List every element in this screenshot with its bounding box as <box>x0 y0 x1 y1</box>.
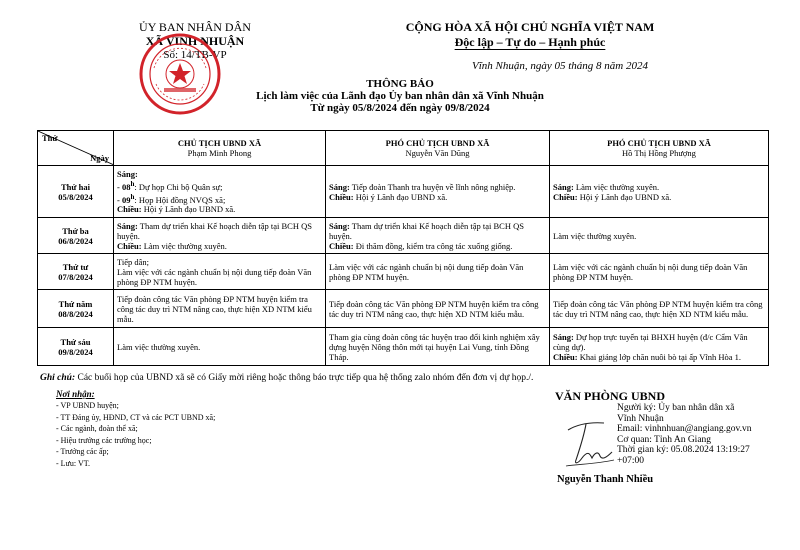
column-title: CHỦ TỊCH UBND XÃ <box>177 138 262 148</box>
item-text: Tiếp đoàn Thanh tra huyện về lĩnh nông nghiệp. <box>349 181 516 192</box>
schedule-cell <box>550 218 769 254</box>
column-title: PHÓ CHỦ TỊCH UBND XÃ <box>607 138 711 148</box>
afternoon-item <box>117 241 322 251</box>
signer-email: Email: vinhnhuan@angiang.gov.vn <box>617 424 752 434</box>
afternoon-item <box>553 192 765 202</box>
column-person: Hồ Thị Hồng Phượng <box>622 148 696 158</box>
day-label: Thứ sáu <box>60 336 91 347</box>
signer-agency: Cơ quan: Tỉnh An Giang <box>617 434 712 445</box>
item-text: Đi thăm đồng, kiểm tra công tác xuống giống. <box>353 240 513 251</box>
table-row <box>38 254 769 290</box>
day-cell <box>38 218 114 254</box>
schedule-item <box>117 192 322 205</box>
notice-subject: Lịch làm việc của Lãnh đạo Ủy ban nhân dân xã Vĩnh Nhuận <box>256 90 544 102</box>
afternoon-item <box>117 204 322 214</box>
afternoon-item <box>329 192 546 202</box>
item-time: - 09 <box>117 194 131 205</box>
item-text: Làm việc với các ngành chuẩn bị nội dung tiếp đoàn Văn phòng ĐP NTM huyện. <box>553 261 748 282</box>
schedule-cell <box>550 166 769 218</box>
day-label: Thứ hai <box>61 181 90 192</box>
signer-line: Người ký: Ủy ban nhân dân xã <box>617 403 735 413</box>
column-header-chairman <box>114 131 326 166</box>
list-item: - Lưu: VT. <box>56 458 91 468</box>
day-cell <box>38 254 114 290</box>
list-item: - TT Đảng ủy, HĐND, CT và các PCT UBND xã; <box>56 412 216 422</box>
morning-label: Sáng: <box>553 331 574 342</box>
item-text: Làm việc thường xuyên. <box>573 181 660 192</box>
signing-time: Thời gian ký: 05.08.2024 13:19:27 <box>617 445 750 455</box>
afternoon-label: Chiều: <box>553 351 578 362</box>
item-text: Hội ý Lãnh đạo UBND xã. <box>141 204 236 215</box>
day-label: Thứ ba <box>62 225 89 236</box>
morning-label: Sáng: <box>117 220 138 231</box>
column-header-vice-chairman-1 <box>326 131 550 166</box>
morning-item <box>329 221 546 241</box>
item-time: - 08 <box>117 181 131 192</box>
note-line <box>40 373 533 383</box>
table-row <box>38 290 769 328</box>
schedule-cell <box>550 254 769 290</box>
handwritten-signature-icon <box>560 414 620 472</box>
signer-name: Nguyễn Thanh Nhiều <box>557 474 654 485</box>
schedule-cell <box>114 328 326 366</box>
issuer-line2: XÃ VĨNH NHUẬN <box>145 34 245 48</box>
afternoon-item <box>329 241 546 251</box>
item-text: Làm việc với các ngành chuẩn bị nội dung tiếp đoàn Văn phòng ĐP NTM huyện. <box>117 266 312 287</box>
recipients-list <box>56 400 215 469</box>
issuer-line1: ỦY BAN NHÂN DÂN <box>139 20 251 34</box>
item-text: Tham gia cùng đoàn công tác huyện trao đổi kinh nghiệm xây dựng huyện Nông thôn mới tại huyện Lai Vung, tỉnh Đồng Tháp. <box>329 331 540 362</box>
item-text: Làm việc thường xuyên. <box>117 341 201 352</box>
morning-label: Sáng: <box>329 181 350 192</box>
afternoon-item <box>553 352 765 362</box>
item-text: Hội ý Lãnh đạo UBND xã. <box>353 191 448 202</box>
afternoon-label: Chiều: <box>329 191 354 202</box>
schedule-cell <box>326 254 550 290</box>
item-text: Tiếp đoàn công tác Văn phòng ĐP NTM huyện kiểm tra công tác duy trì NTM nâng cao, thực hiện XD NTM kiểu mẫu. <box>117 293 312 324</box>
notice-period: Từ ngày 05/8/2024 đến ngày 09/8/2024 <box>310 102 490 114</box>
list-item: - Trưởng các ấp; <box>56 447 109 456</box>
morning-item <box>553 332 765 352</box>
day-cell <box>38 328 114 366</box>
date-label: 09/8/2024 <box>58 346 93 357</box>
item-text: Tham dự triển khai Kế hoạch diễn tập tại BCH QS huyện. <box>117 220 312 241</box>
item-text: Tham dự triển khai Kế hoạch diễn tập tại BCH QS huyện. <box>329 220 524 241</box>
notice-title-block <box>200 78 600 114</box>
nation-title: CỘNG HÒA XÃ HỘI CHỦ NGHĨA VIỆT NAM <box>405 20 655 34</box>
list-item: - Các ngành, đoàn thể xã; <box>56 424 138 433</box>
table-header-row <box>38 131 769 166</box>
item-text: Tiếp dân; <box>117 256 150 267</box>
schedule-cell <box>114 254 326 290</box>
place-and-date: Vĩnh Nhuận, ngày 05 tháng 8 năm 2024 <box>472 60 648 72</box>
table-row <box>38 166 769 218</box>
day-cell <box>38 290 114 328</box>
schedule-cell <box>550 328 769 366</box>
item-time-unit: h <box>130 192 135 201</box>
item-text: Làm việc với các ngành chuẩn bị nội dung tiếp đoàn Văn phòng ĐP NTM huyện. <box>329 261 524 282</box>
item-time-unit: h <box>130 179 135 188</box>
date-label: 06/8/2024 <box>58 235 93 246</box>
signing-office: VĂN PHÒNG UBND <box>555 389 665 403</box>
note-label: Ghi chú: <box>40 373 76 383</box>
table-row <box>38 218 769 254</box>
day-cell <box>38 166 114 218</box>
schedule-cell <box>114 290 326 328</box>
item-text: Dự họp trực tuyến tại BHXH huyện (đ/c Cẩm Vân cùng dự). <box>553 331 748 352</box>
schedule-cell <box>114 166 326 218</box>
corner-label-date: Ngày <box>90 153 109 163</box>
notice-type: THÔNG BÁO <box>366 78 434 90</box>
corner-label-day: Thứ <box>42 133 58 143</box>
list-item: - Hiệu trưởng các trường học; <box>56 435 152 445</box>
national-motto: Độc lập – Tự do – Hạnh phúc <box>454 35 606 49</box>
morning-label: Sáng: <box>329 220 350 231</box>
afternoon-label: Chiều: <box>553 191 578 202</box>
item-text: : Dự họp Chi bộ Quân sự; <box>134 181 223 192</box>
list-item: - VP UBND huyện; <box>56 401 119 410</box>
item-text: Hội ý Lãnh đạo UBND xã. <box>577 191 672 202</box>
signer-line: Vĩnh Nhuận <box>617 413 664 424</box>
morning-label: Sáng: <box>553 181 574 192</box>
date-label: 08/8/2024 <box>58 308 93 319</box>
schedule-cell <box>326 290 550 328</box>
item-text: Khai giảng lớp chăn nuôi bò tại ấp Vĩnh Hòa 1. <box>577 351 742 362</box>
recipients-title: Nơi nhận: <box>56 389 95 399</box>
morning-item <box>553 182 765 192</box>
date-label: 05/8/2024 <box>58 191 93 202</box>
signing-time-offset: +07:00 <box>617 455 644 466</box>
column-title: PHÓ CHỦ TỊCH UBND XÃ <box>385 138 490 148</box>
item-text: Tiếp đoàn công tác Văn phòng ĐP NTM huyện kiểm tra công tác duy trì NTM nâng cao, thực hiện XD NTM kiểu mẫu. <box>329 298 539 319</box>
schedule-cell <box>550 290 769 328</box>
afternoon-label: Chiều: <box>117 204 142 215</box>
schedule-cell <box>326 166 550 218</box>
afternoon-label: Chiều: <box>329 240 354 251</box>
note-text: Các buổi họp của UBND xã sẽ có Giấy mời riêng hoặc thông báo trực tiếp qua hệ thống zalo nhóm đến đơn vị dự họp./. <box>75 373 534 383</box>
column-person: Nguyễn Văn Dũng <box>405 148 470 158</box>
afternoon-label: Chiều: <box>117 240 142 251</box>
day-label: Thứ tư <box>62 261 89 272</box>
table-corner-cell <box>38 131 114 166</box>
schedule-table <box>37 130 769 366</box>
item-text: Làm việc thường xuyên. <box>141 240 227 251</box>
item-text: Tiếp đoàn công tác Văn phòng ĐP NTM huyện kiểm tra công tác duy trì NTM nâng cao, thực hiện XD NTM kiểu mẫu. <box>553 298 763 319</box>
table-row <box>38 328 769 366</box>
item-text: : Họp Hội đồng NVQS xã; <box>134 194 226 205</box>
schedule-cell <box>114 218 326 254</box>
day-label: Thứ năm <box>58 298 93 309</box>
morning-item <box>329 182 546 192</box>
national-header <box>350 20 710 50</box>
document-number: Số: 14/TB-VP <box>163 49 227 61</box>
morning-item <box>117 221 322 241</box>
digital-signature-info <box>617 403 787 466</box>
schedule-cell <box>326 218 550 254</box>
column-person: Phạm Minh Phong <box>187 148 252 158</box>
item-text: Làm việc thường xuyên. <box>553 230 637 241</box>
date-label: 07/8/2024 <box>58 271 93 282</box>
schedule-item <box>117 179 322 192</box>
schedule-cell <box>326 328 550 366</box>
morning-label: Sáng: <box>117 168 138 179</box>
column-header-vice-chairman-2 <box>550 131 769 166</box>
